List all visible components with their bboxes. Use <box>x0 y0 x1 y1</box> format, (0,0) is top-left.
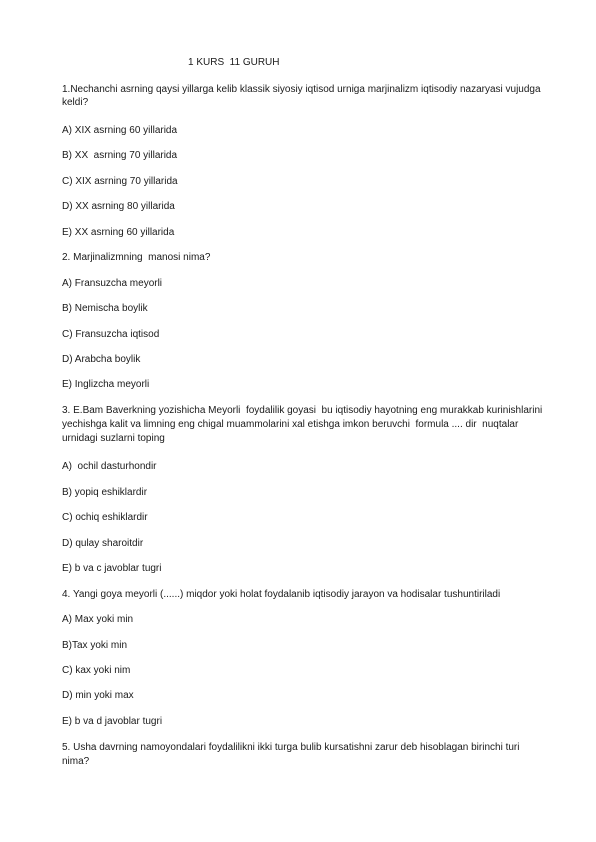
question-1-line-1: 1.Nechanchi asrning qaysi yillarga kelib klassik siyosiy iqtisod urniga marjinalizm iqtisodiy nazaryasi vujudga <box>62 84 541 95</box>
document-title: 1 KURS 11 GURUH <box>188 57 280 68</box>
question-3-line-1: 3. E.Bam Baverkning yozishicha Meyorli foydalilik goyasi bu iqtisodiy hayotning eng murakkab kurinishlarini <box>62 405 543 416</box>
question-2-option-b: B) Nemischa boylik <box>62 303 148 314</box>
question-1-option-c: C) XIX asrning 70 yillarida <box>62 176 178 187</box>
question-3-option-d: D) qulay sharoitdir <box>62 538 144 549</box>
question-2-option-e: E) Inglizcha meyorli <box>62 379 150 390</box>
question-4-option-e: E) b va d javoblar tugri <box>62 716 163 727</box>
question-4-option-a: A) Max yoki min <box>62 614 134 625</box>
question-4-option-c: C) kax yoki nim <box>62 665 131 676</box>
question-1-option-d: D) XX asrning 80 yillarida <box>62 201 175 212</box>
question-3-line-2: yechishga kalit va limning eng chigal muammolarini xal etishga imkon beruvchi formula .... dir nuqtalar <box>62 419 519 430</box>
question-3-option-b: B) yopiq eshiklardir <box>62 487 148 498</box>
question-2-option-a: A) Fransuzcha meyorli <box>62 278 163 289</box>
question-3-option-a: A) ochil dasturhondir <box>62 461 157 472</box>
question-4-option-b: B)Tax yoki min <box>62 640 128 651</box>
question-2-option-c: C) Fransuzcha iqtisod <box>62 329 160 340</box>
question-1-option-a: A) XIX asrning 60 yillarida <box>62 125 178 136</box>
question-5-line-2: nima? <box>62 756 90 767</box>
question-3-line-3: urnidagi suzlarni toping <box>62 433 165 444</box>
question-1-line-2: keldi? <box>62 97 89 108</box>
question-3-option-e: E) b va c javoblar tugri <box>62 563 162 574</box>
question-1-option-b: B) XX asrning 70 yillarida <box>62 150 178 161</box>
question-4-line-1: 4. Yangi goya meyorli (......) miqdor yoki holat foydalanib iqtisodiy jarayon va hodisalar tushuntiriladi <box>62 589 501 600</box>
question-2-option-d: D) Arabcha boylik <box>62 354 141 365</box>
question-4-option-d: D) min yoki max <box>62 690 134 701</box>
question-1-option-e: E) XX asrning 60 yillarida <box>62 227 175 238</box>
question-2-line-1: 2. Marjinalizmning manosi nima? <box>62 252 211 263</box>
question-5-line-1: 5. Usha davrning namoyondalari foydalilikni ikki turga bulib kursatishni zarur deb hisoblagan birinchi turi <box>62 742 520 753</box>
question-3-option-c: C) ochiq eshiklardir <box>62 512 148 523</box>
